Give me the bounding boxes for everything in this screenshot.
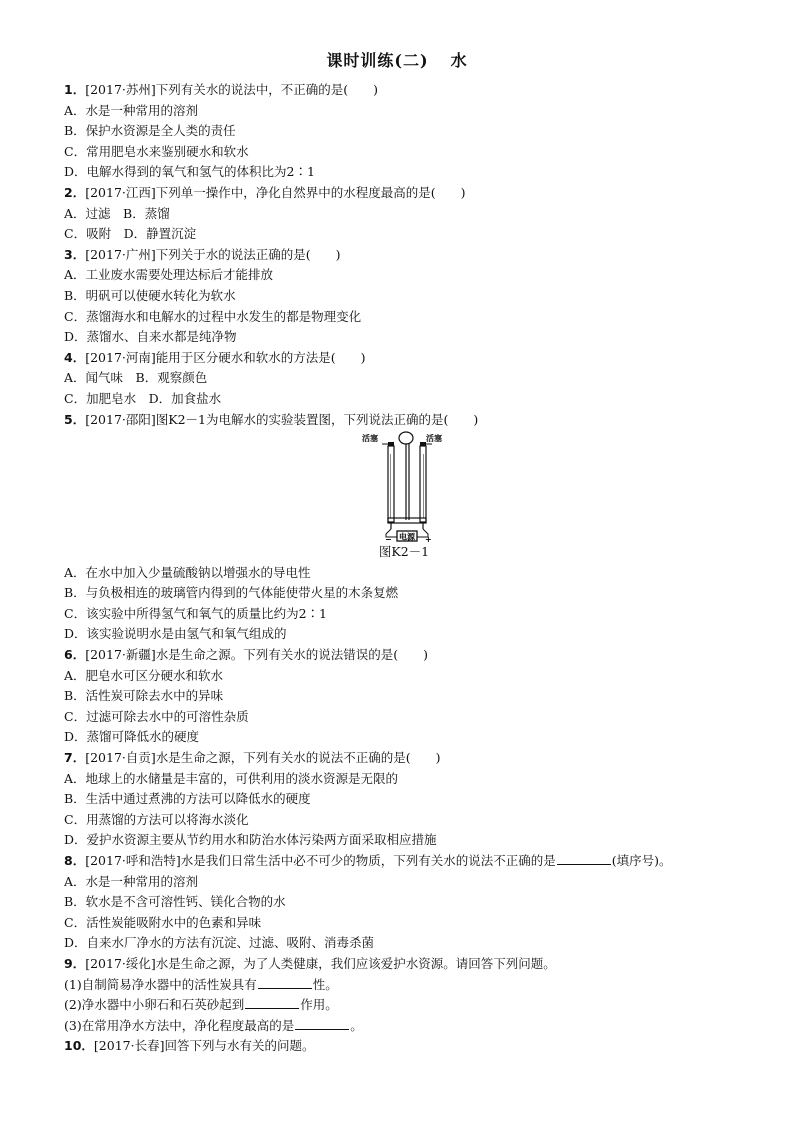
sub-question: (1)自制简易净水器中的活性炭具有 性。 (64, 976, 338, 992)
option: C．常用肥皂水来鉴别硬水和软水 (64, 143, 249, 159)
reservoir-bulb (399, 432, 413, 444)
stopcock-left (388, 442, 394, 446)
option: B．软水是不含可溶性钙、镁化合物的水 (64, 894, 286, 910)
option: B．明矾可以使硬水转化为软水 (64, 287, 236, 303)
option: C．吸附 D．静置沉淀 (64, 226, 197, 242)
option: C．活性炭能吸附水中的色素和异味 (64, 914, 262, 930)
option: A．肥皂水可区分硬水和软水 (64, 667, 224, 683)
option: D．电解水得到的氧气和氢气的体积比为2∶1 (64, 164, 315, 180)
option: C．过滤可除去水中的可溶性杂质 (64, 708, 249, 724)
option: B．活性炭可除去水中的异味 (64, 688, 224, 704)
electrolysis-apparatus-diagram (362, 430, 446, 542)
power-label: 电源 (399, 532, 415, 542)
option: B．保护水资源是全人类的责任 (64, 123, 236, 139)
answer-blank (557, 851, 611, 865)
question-stem: 10．[2017·长春]回答下列与水有关的问题。 (64, 1038, 315, 1054)
option: A．过滤 B．蒸馏 (64, 205, 170, 221)
tube-right (420, 446, 426, 522)
option: A．工业废水需要处理达标后才能排放 (64, 267, 274, 283)
title-main: 课时训练(二) (326, 51, 429, 70)
answer-blank (245, 995, 299, 1009)
minus-sign: − (385, 535, 392, 543)
figure-caption: 图K2－1 (378, 544, 430, 560)
option: A．地球上的水储量是丰富的，可供利用的淡水资源是无限的 (64, 770, 399, 786)
tube-left (388, 446, 394, 522)
question-list (64, 80, 744, 1057)
sub-question: (3)在常用净水方法中，净化程度最高的是 。 (64, 1017, 363, 1033)
stopcock-right (420, 442, 426, 446)
option: D．爱护水资源主要从节约用水和防治水体污染两方面采取相应措施 (64, 832, 437, 848)
stopcock-label-right: 活塞 (426, 434, 442, 444)
question-stem: 4．[2017·河南]能用于区分硬水和软水的方法是( ) (64, 349, 366, 365)
plus-sign: + (425, 535, 432, 543)
option: C．用蒸馏的方法可以将海水淡化 (64, 811, 249, 827)
option: B．与负极相连的玻璃管内得到的气体能使带火星的木条复燃 (64, 585, 399, 601)
question-stem: 8．[2017·呼和浩特]水是我们日常生活中必不可少的物质，下列有关水的说法不正确的是 (填序号)。 (64, 853, 672, 868)
answer-blank (295, 1016, 349, 1030)
electrolysis-figure (64, 430, 744, 542)
question-stem: 3．[2017·广州]下列关于水的说法正确的是( ) (64, 246, 341, 262)
option: D．蒸馏可降低水的硬度 (64, 729, 200, 745)
option: C．该实验中所得氢气和氧气的质量比约为2∶1 (64, 605, 327, 621)
question-stem: 1．[2017·苏州]下列有关水的说法中，不正确的是( ) (64, 82, 378, 97)
answer-blank (258, 975, 312, 989)
question-stem: 9．[2017·绥化]水是生命之源，为了人类健康，我们应该爱护水资源。请回答下列问题。 (64, 955, 556, 971)
option: C．加肥皂水 D．加食盐水 (64, 390, 222, 406)
stopcock-label-left: 活塞 (362, 434, 378, 444)
option: B．生活中通过煮沸的方法可以降低水的硬度 (64, 791, 311, 807)
option: C．蒸馏海水和电解水的过程中水发生的都是物理变化 (64, 308, 362, 324)
option: D．自来水厂净水的方法有沉淀、过滤、吸附、消毒杀菌 (64, 935, 375, 951)
question-stem: 2．[2017·江西]下列单一操作中，净化自然界中的水程度最高的是( ) (64, 184, 466, 200)
option: A．在水中加入少量硫酸钠以增强水的导电性 (64, 564, 311, 580)
question-stem: 5．[2017·邵阳]图K2－1为电解水的实验装置图，下列说法正确的是( ) (64, 411, 479, 427)
option: D．该实验说明水是由氢气和氧气组成的 (64, 626, 287, 642)
question-stem: 6．[2017·新疆]水是生命之源。下列有关水的说法错误的是( ) (64, 647, 428, 663)
page-title (0, 48, 794, 71)
question-stem: 7．[2017·自贡]水是生命之源，下列有关水的说法不正确的是( ) (64, 750, 441, 766)
sub-question: (2)净水器中小卵石和石英砂起到 作用。 (64, 997, 338, 1013)
option: A．水是一种常用的溶剂 (64, 102, 199, 118)
title-sub: 水 (450, 51, 468, 70)
option: A．水是一种常用的溶剂 (64, 873, 199, 889)
option: D．蒸馏水、自来水都是纯净物 (64, 329, 237, 345)
option: A．闻气味 B．观察颜色 (64, 370, 208, 386)
